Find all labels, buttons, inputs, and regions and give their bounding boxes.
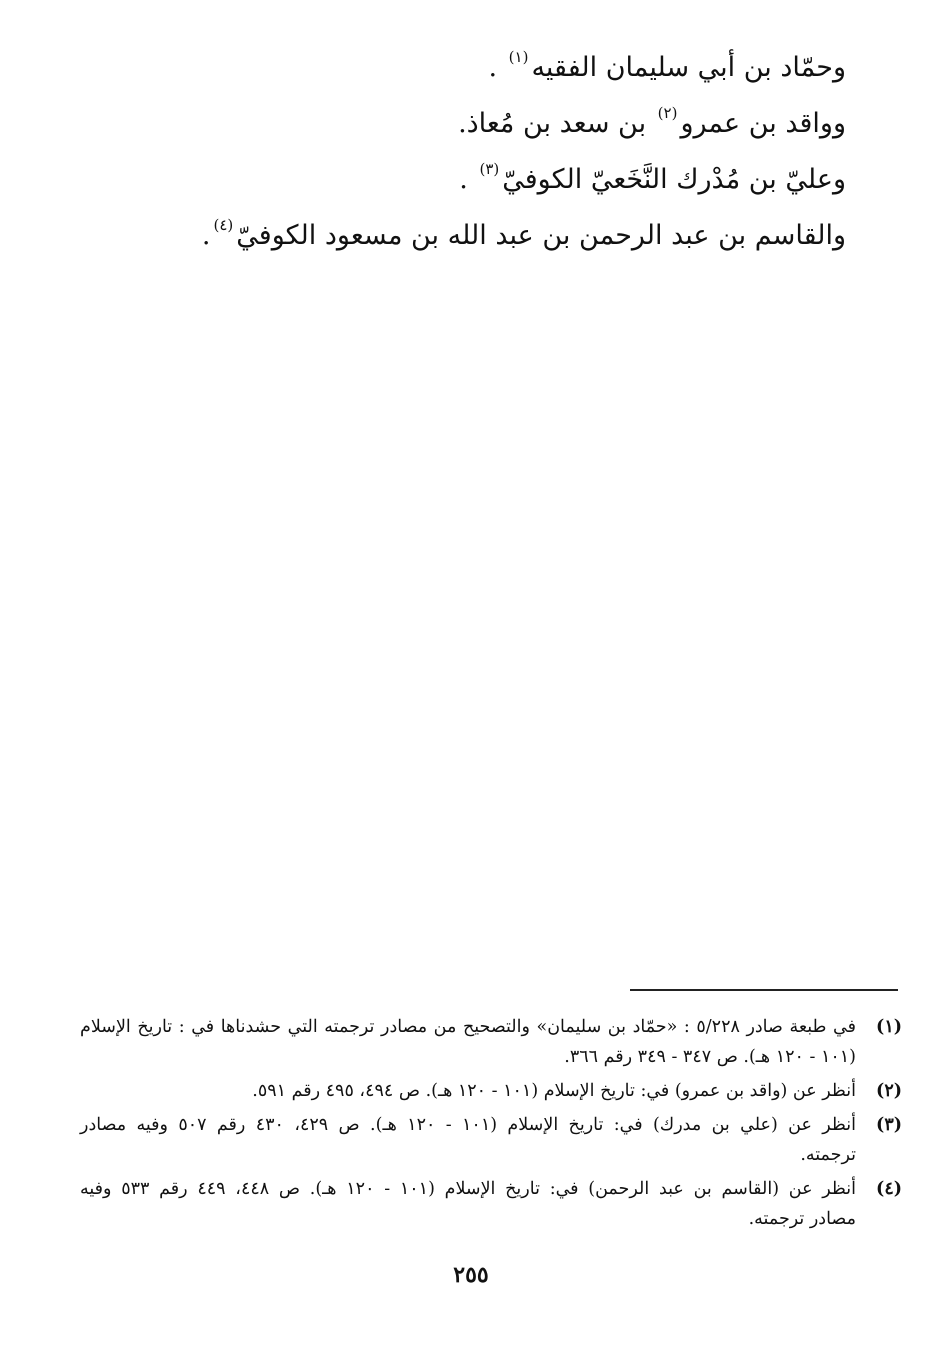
footnote-divider [630, 989, 898, 991]
footnote-number: (١) [876, 1017, 902, 1037]
main-line-tail: . [488, 52, 506, 83]
main-text-block [86, 40, 846, 264]
footnote-body [80, 1174, 856, 1234]
footnote-line: أنظر عن (علي بن مدرك) في: تاريخ الإسلام (١٠١ - ١٢٠ هـ). ص ٤٢٩، ٤٣٠ رقم ٥٠٧ وفيه مصادر [80, 1115, 857, 1135]
main-line-tail: بن سعد بن مُعاذ. [458, 108, 655, 139]
footnote-line: أنظر عن (القاسم بن عبد الرحمن) في: تاريخ الإسلام (١٠١ - ١٢٠ هـ). ص ٤٤٨، ٤٤٩ رقم ٥٣٣ وفيه [80, 1179, 857, 1199]
footnote-line: مصادر ترجمته. [748, 1209, 856, 1229]
footnote [80, 1076, 902, 1106]
footnote-reference: (١) [508, 48, 529, 66]
footnote [80, 1012, 902, 1072]
page-number: ٢٥٥ [453, 1262, 489, 1288]
footnote-line: في طبعة صادر ٥/٢٢٨ : «حمّاد بن سليمان» والتصحيح من مصادر ترجمته التي حشدناها في : تاريخ الإسلام [80, 1017, 857, 1037]
footnote-line: ترجمته. [800, 1145, 856, 1165]
footnote-body [80, 1110, 856, 1170]
footnote [80, 1174, 902, 1234]
main-line [86, 208, 846, 264]
footnote-number: (٢) [876, 1081, 902, 1101]
footnote-line: (١٠١ - ١٢٠ هـ). ص ٣٤٧ - ٣٤٩ رقم ٣٦٦. [564, 1047, 856, 1067]
main-line [86, 40, 846, 96]
main-line-tail: . [459, 164, 477, 195]
footnote-line: أنظر عن (واقد بن عمرو) في: تاريخ الإسلام (١٠١ - ١٢٠ هـ). ص ٤٩٤، ٤٩٥ رقم ٥٩١. [252, 1081, 856, 1101]
footnote [80, 1110, 902, 1170]
footnotes-section [80, 1012, 902, 1238]
main-line-text: وحمّاد بن أبي سليمان الفقيه [531, 52, 846, 83]
main-line-text: وعليّ بن مُدْرك النَّخَعيّ الكوفيّ [502, 164, 846, 195]
footnote-body [80, 1076, 856, 1106]
footnote-reference: (٤) [213, 216, 234, 234]
main-line-tail: . [201, 220, 211, 251]
main-line [86, 152, 846, 208]
footnote-reference: (٢) [657, 104, 678, 122]
main-line-text: والقاسم بن عبد الرحمن بن عبد الله بن مسعود الكوفيّ [236, 220, 846, 251]
footnote-number: (٣) [876, 1115, 902, 1135]
footnote-number: (٤) [876, 1179, 902, 1199]
main-line-text: وواقد بن عمرو [680, 108, 846, 139]
footnote-body [80, 1012, 856, 1072]
footnote-reference: (٣) [479, 160, 500, 178]
main-line [86, 96, 846, 152]
